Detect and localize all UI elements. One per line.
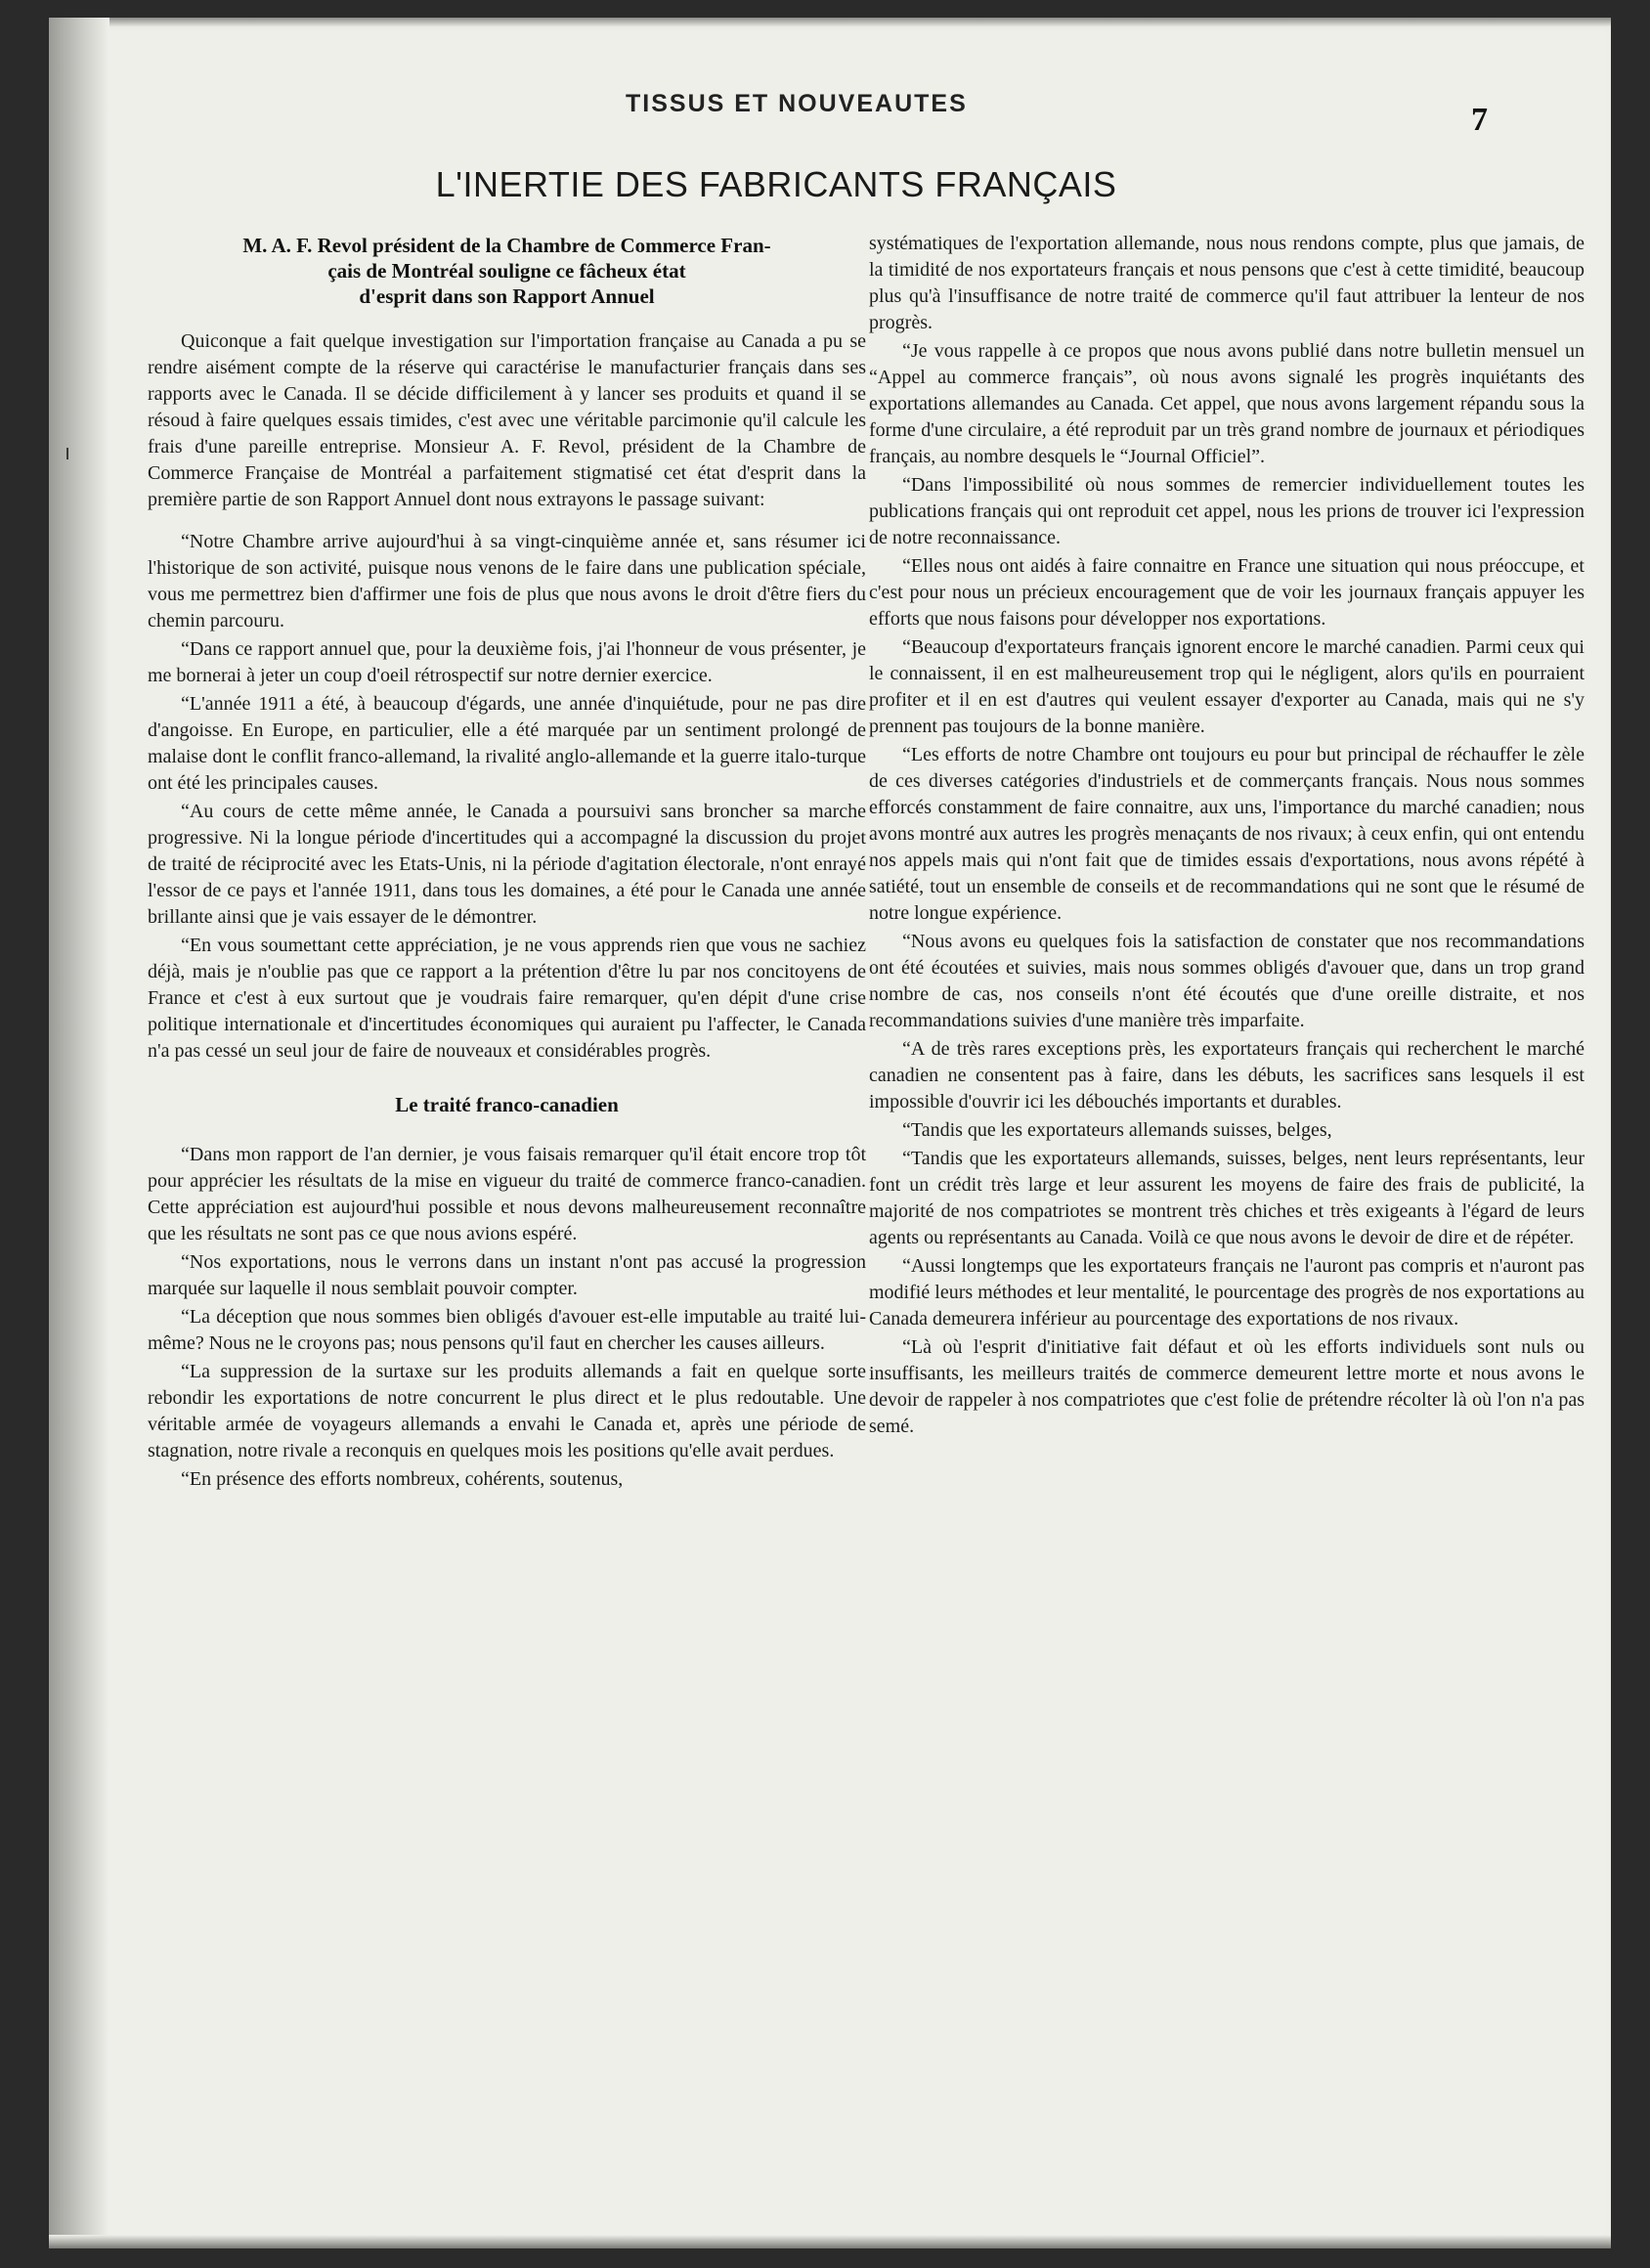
deck-line: d'esprit dans son Rapport Annuel: [359, 284, 655, 308]
article-deck: [157, 233, 856, 309]
body-paragraph: “Les efforts de notre Chambre ont toujours eu pour but principal de réchauffer le zèle de ces diverses catégories d'industriels et de commerçants français. Nous nous sommes efforcés constamment de faire connaitre, aux uns, l'importance du marché canadien; nous avons montré aux autres les progrès menaçants de nos rivaux; à ceux enfin, qui ont entendu nos appels mais qui n'ont fait que de timides essais d'exportations, nous avons répété à satiété, tout un ensemble de conseils et de recommandations qui ne sont que le résumé de notre longue expérience.: [869, 744, 1585, 924]
page-top-edge: [49, 18, 1611, 27]
body-paragraph: “Nous avons eu quelques fois la satisfaction de constater que nos recommandations ont été écoutées et suivies, mais nous sommes obligés d'avouer que, dans un trop grand nombre de cas, nos conseils n'ont été écoutés que d'une oreille distraite, et nos recommandations suivies d'une manière très imparfaite.: [869, 931, 1585, 1031]
body-paragraph: “Notre Chambre arrive aujourd'hui à sa vingt-cinquième année et, sans résumer ici l'historique de son activité, puisque nous venons de le faire dans une publication spéciale, vous me permettrez bien d'affirmer une fois de plus que nous avons le droit d'être fiers du chemin parcouru.: [148, 531, 866, 632]
deck-line: çais de Montréal souligne ce fâcheux état: [327, 259, 686, 283]
body-paragraph: “La déception que nous sommes bien obligés d'avouer est-elle imputable au traité lui-même? Nous ne le croyons pas; nous pensons qu'il faut en chercher les causes ailleurs.: [148, 1306, 866, 1354]
body-paragraph: “Dans l'impossibilité où nous sommes de remercier individuellement toutes les publications français qui ont reproduit cet appel, nous les prions de trouver ici l'expression de notre reconnaissance.: [869, 474, 1585, 548]
page-number: 7: [1471, 102, 1488, 138]
article-title: L'INERTIE DES FABRICANTS FRANÇAIS: [435, 164, 1117, 204]
body-paragraph: “Tandis que les exportateurs allemands, suisses, belges, nent leurs représentants, leur font un crédit très large et leur assurent les moyens de faire des frais de publicité, la majorité de nos compatriotes se montrent très chiches et très exigeants à l'égard de leurs agents ou représentants au Canada. Voilà ce que nous avons le devoir de dire et de répéter.: [869, 1148, 1585, 1248]
page-bottom-edge: [49, 2235, 1611, 2248]
running-head: TISSUS ET NOUVEAUTES: [626, 90, 968, 117]
deck-line: M. A. F. Revol président de la Chambre de Commerce Fran-: [242, 234, 771, 257]
body-paragraph: “Dans mon rapport de l'an dernier, je vous faisais remarquer qu'il était encore trop tôt pour apprécier les résultats de la mise en vigueur du traité de commerce franco-canadien. Cette appréciation est aujourd'hui possible et nous devons malheureusement reconnaître que les résultats ne sont pas ce que nous avions espéré.: [148, 1144, 866, 1244]
continued-paragraph: systématiques de l'exportation allemande, nous nous rendons compte, plus que jamais, de la timidité de nos exportateurs français et nous pensons que c'est à cette timidité, beaucoup plus qu'à l'insuffisance de notre traité de commerce qu'il faut attribuer la lenteur de nos progrès.: [869, 233, 1585, 333]
margin-mark: ı: [65, 440, 71, 464]
left-column: [148, 233, 866, 1493]
body-paragraph: “L'année 1911 a été, à beaucoup d'égards, une année d'inquiétude, pour ne pas dire d'angoisse. En Europe, en particulier, elle a été marquée par un sentiment prolongé de malaise dont le conflit franco-allemand, la rivalité anglo-allemande et la guerre italo-turque ont été les principales causes.: [148, 693, 866, 794]
body-paragraph: “En vous soumettant cette appréciation, je ne vous apprends rien que vous ne sachiez déjà, mais je n'oublie pas que ce rapport a la prétention d'être lu par nos concitoyens de France et c'est à eux surtout que je voudrais faire remarquer, qu'en dépit d'une crise politique internationale et d'incertitudes économiques qui auraient pu l'affecter, le Canada n'a pas cessé un seul jour de faire de nouveaux et considérables progrès.: [148, 935, 866, 1062]
body-paragraph: “Elles nous ont aidés à faire connaitre en France une situation qui nous préoccupe, et c'est pour nous un précieux encouragement que de voir les journaux français appuyer les efforts que nous faisons pour développer nos exportations.: [869, 555, 1585, 630]
body-paragraph: “La suppression de la surtaxe sur les produits allemands a fait en quelque sorte rebondir les exportations de notre concurrent le plus direct et le plus redoutable. Une véritable armée de voyageurs allemands a envahi le Canada et, après une période de stagnation, notre rivale a reconquis en quelques mois les positions qu'elle avait perdues.: [148, 1361, 866, 1461]
body-paragraph: “Nos exportations, nous le verrons dans un instant n'ont pas accusé la progression marquée sur laquelle il nous semblait pouvoir compter.: [148, 1251, 866, 1299]
body-paragraph: “Dans ce rapport annuel que, pour la deuxième fois, j'ai l'honneur de vous présenter, je me bornerai à jeter un coup d'oeil rétrospectif sur notre dernier exercice.: [148, 638, 866, 686]
body-paragraph: “Là où l'esprit d'initiative fait défaut et où les efforts individuels sont nuls ou insuffisants, les meilleurs traités de commerce demeurent lettre morte et nous avons le devoir de rappeler à nos compatriotes que c'est folie de prétendre récolter là où l'on n'a pas semé.: [869, 1336, 1585, 1437]
body-paragraph: “En présence des efforts nombreux, cohérents, soutenus,: [181, 1468, 624, 1490]
right-column: [869, 231, 1585, 1440]
intro-paragraph: Quiconque a fait quelque investigation sur l'importation française au Canada a pu se rendre aisément compte de la réserve qui caractérise le manufacturier français dans ses rapports avec le Canada. Il se décide difficilement à y lancer ses produits et quand il se résoud à faire quelques essais timides, c'est avec une véritable parcimonie qu'il calcule les frais d'une pareille entreprise. Monsieur A. F. Revol, président de la Chambre de Commerce Française de Montréal a parfaitement stigmatisé cet état d'esprit dans la première partie de son Rapport Annuel dont nous extrayons le passage suivant:: [148, 330, 866, 510]
body-paragraph: “A de très rares exceptions près, les exportateurs français qui recherchent le marché canadien ne consentent pas à faire, dans les débuts, les sacrifices sans lesquels il est impossible d'ouvrir ici les débouchés importants et durables.: [869, 1038, 1585, 1112]
binding-shadow: [49, 18, 109, 2248]
section-subhead: Le traité franco-canadien: [395, 1093, 619, 1116]
body-paragraph: “Je vous rappelle à ce propos que nous avons publié dans notre bulletin mensuel un “Appel au commerce français”, où nous avons signalé les progrès inquiétants des exportations allemandes au Canada. Cet appel, que nous avons largement répandu sous la forme d'une circulaire, a été reproduit par un très grand nombre de journaux et périodiques français, au nombre desquels le “Journal Officiel”.: [869, 340, 1585, 467]
body-paragraph: “Au cours de cette même année, le Canada a poursuivi sans broncher sa marche progressive. Ni la longue période d'incertitudes qui a accompagné la discussion du projet de traité de réciprocité avec les Etats-Unis, ni la période d'agitation électorale, n'ont enrayé l'essor de ce pays et l'année 1911, dans tous les domaines, a été pour le Canada une année brillante ainsi que je vais essayer de le démontrer.: [148, 801, 866, 928]
body-paragraph: “Beaucoup d'exportateurs français ignorent encore le marché canadien. Parmi ceux qui le connaissent, il en est malheureusement trop qui le négligent, alors qu'ils en pourraient profiter et il en est d'autres qui veulent essayer d'exporter au Canada, mais qui ne s'y prennent pas toujours de la bonne manière.: [869, 636, 1585, 737]
body-paragraph: “Aussi longtemps que les exportateurs français ne l'auront pas compris et n'auront pas modifié leurs méthodes et leur mentalité, le pourcentage des progrès de nos exportations au Canada demeurera inférieur au pourcentage des exportations de nos rivaux.: [869, 1255, 1585, 1330]
body-paragraph: “Tandis que les exportateurs allemands suisses, belges,: [902, 1119, 1332, 1141]
